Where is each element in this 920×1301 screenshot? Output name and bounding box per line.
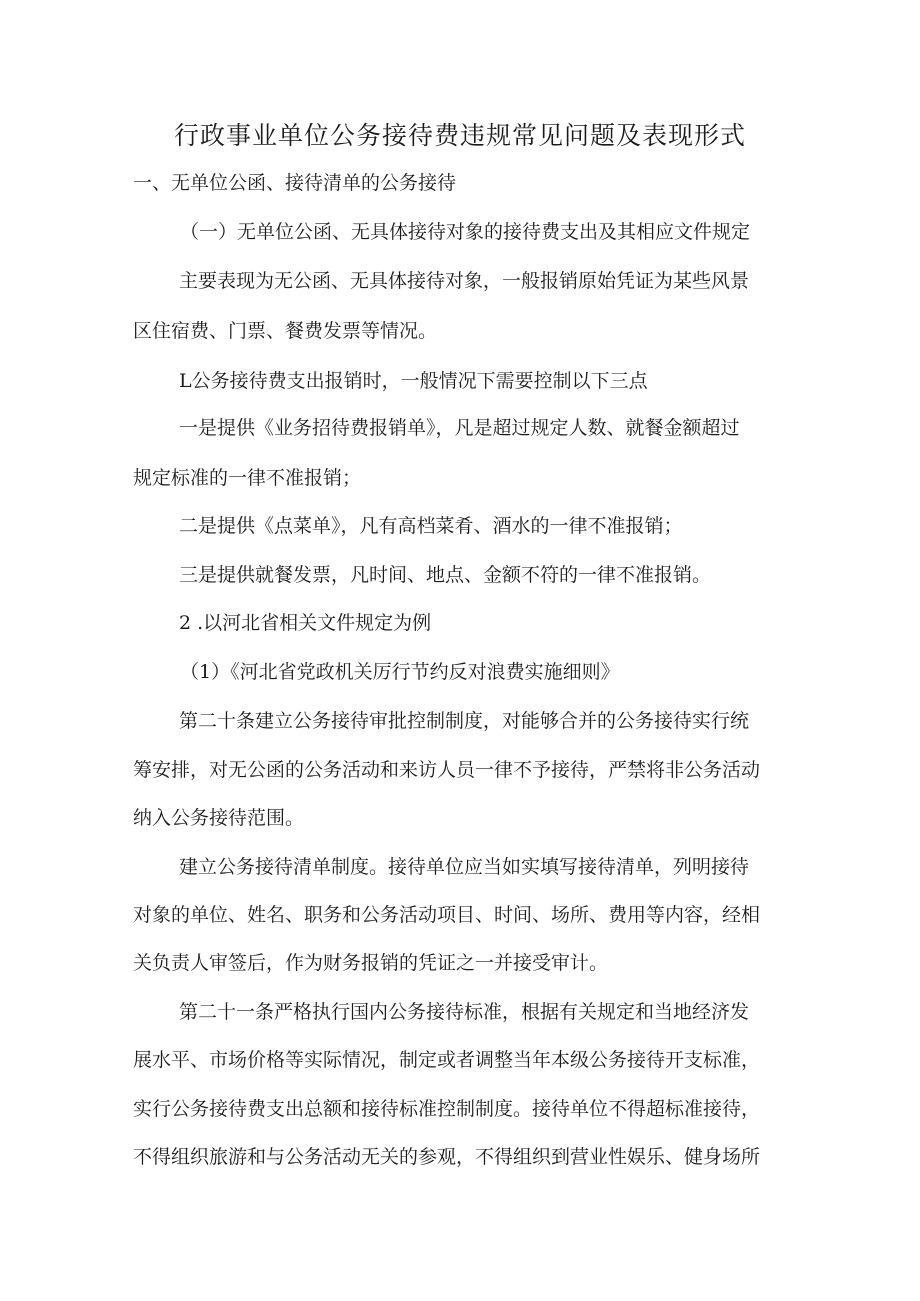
paragraph-line: 关负责人审签后，作为财务报销的凭证之一并接受审计。 bbox=[133, 952, 609, 974]
paragraph-line: 规定标准的一律不准报销； bbox=[133, 467, 362, 489]
paragraph-line: 筹安排，对无公函的公务活动和来访人员一律不予接待，严禁将非公务活动 bbox=[133, 759, 761, 781]
list-heading: （1）《河北省党政机关厉行节约反对浪费实施细则》 bbox=[180, 661, 620, 683]
list-heading: 2 .以河北省相关文件规定为例 bbox=[179, 612, 432, 634]
paragraph-line: 第二十一条严格执行国内公务接待标准，根据有关规定和当地经济发 bbox=[179, 1001, 750, 1023]
paragraph-line: 区住宿费、门票、餐费发票等情况。 bbox=[133, 320, 438, 342]
paragraph-line: 纳入公务接待范围。 bbox=[133, 807, 305, 829]
paragraph-line: 展水平、市场价格等实际情况，制定或者调整当年本级公务接待开支标准， bbox=[133, 1049, 761, 1071]
subsection-heading: （一）无单位公函、无具体接待对象的接待费支出及其相应文件规定 bbox=[180, 221, 751, 243]
paragraph-line: 建立公务接待清单制度。接待单位应当如实填写接待清单，列明接待 bbox=[179, 856, 750, 878]
paragraph-line: 二是提供《点菜单》，凡有高档菜肴、酒水的一律不准报销； bbox=[179, 515, 683, 537]
paragraph-line: 一是提供《业务招待费报销单》，凡是超过规定人数、就餐金额超过 bbox=[179, 417, 740, 439]
paragraph-line: 三是提供就餐发票，凡时间、地点、金额不符的一律不准报销。 bbox=[179, 564, 712, 586]
paragraph-line: 不得组织旅游和与公务活动无关的参观，不得组织到营业性娱乐、健身场所 bbox=[133, 1146, 761, 1168]
paragraph-line: L公务接待费支出报销时，一般情况下需要控制以下三点 bbox=[179, 370, 648, 392]
section-heading: 一、无单位公函、接待清单的公务接待 bbox=[133, 172, 457, 194]
document-title: 行政事业单位公务接待费违规常见问题及表现形式 bbox=[173, 121, 746, 150]
paragraph-line: 对象的单位、姓名、职务和公务活动项目、时间、场所、费用等内容，经相 bbox=[133, 904, 761, 926]
paragraph-line: 实行公务接待费支出总额和接待标准控制制度。接待单位不得超标准接待， bbox=[133, 1098, 761, 1120]
paragraph-line: 第二十条建立公务接待审批控制制度，对能够合并的公务接待实行统 bbox=[179, 710, 750, 732]
paragraph-line: 主要表现为无公函、无具体接待对象，一般报销原始凭证为某些风景 bbox=[179, 270, 750, 292]
